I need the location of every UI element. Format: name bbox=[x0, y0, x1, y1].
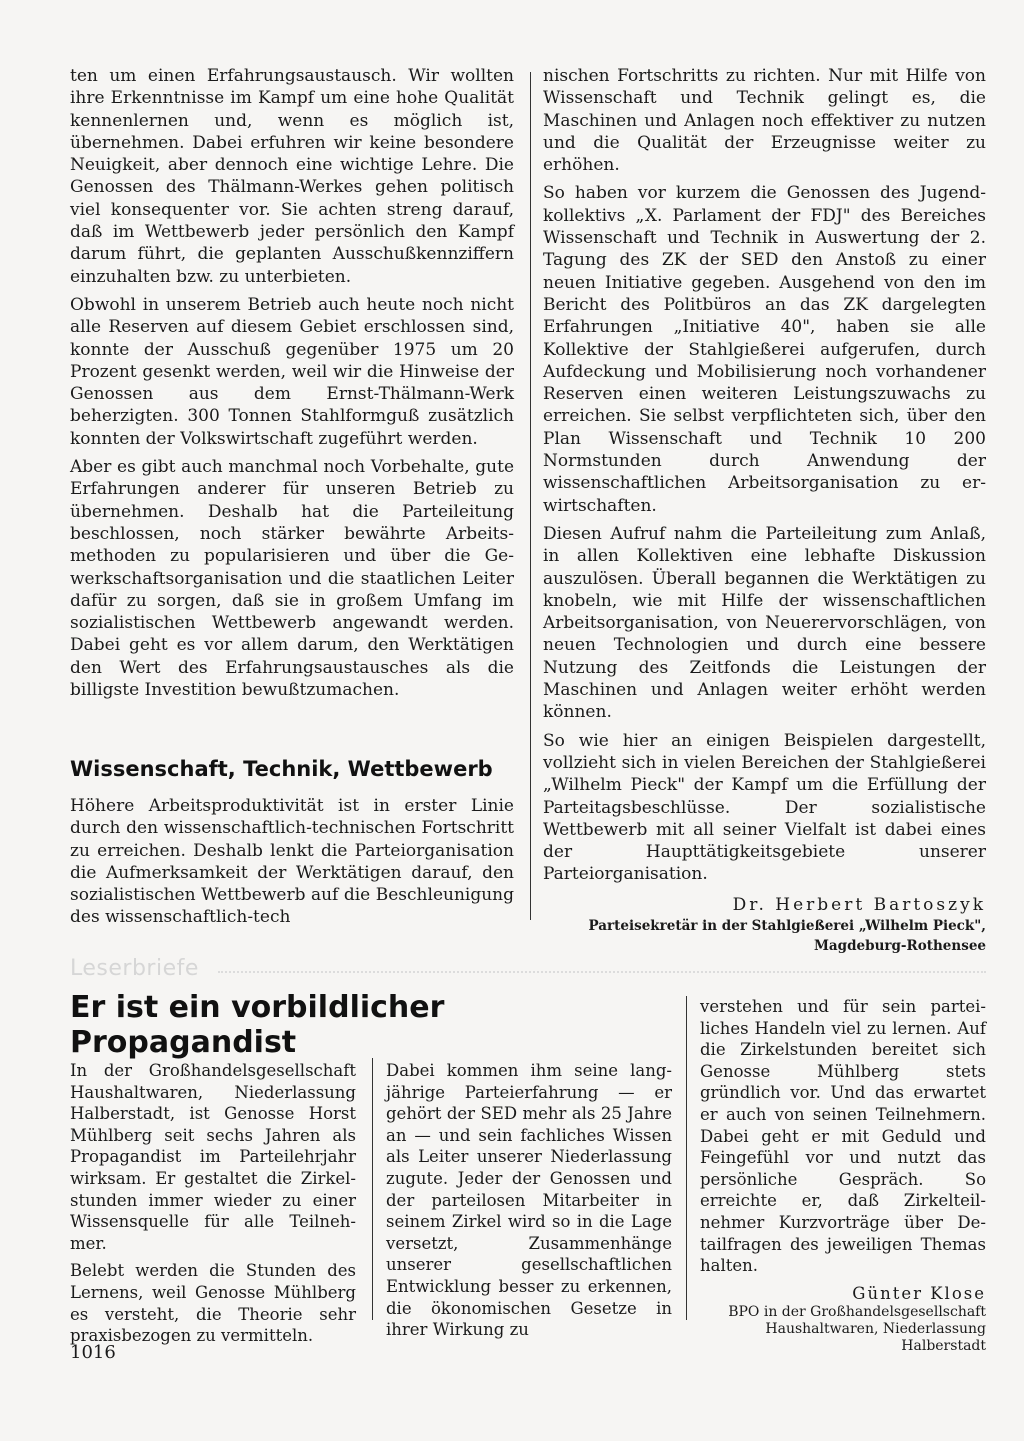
paragraph: So wie hier an einigen Beispielen dargestellt, vollzieht sich in vielen Bereichen der Stahlgießerei „Wilhelm Pieck" der Kampf um die Erfüllung der Parteitagsbeschlüsse. Der sozialistische Wettbewerb mit all seiner Vielfalt ist dabei eines der Haupttätigkeitsgebiete unserer Parteiorganisation. bbox=[543, 730, 986, 885]
letter-column-3 bbox=[700, 996, 986, 1355]
signature-role: Haushaltwaren, Niederlassung bbox=[765, 1321, 986, 1338]
paragraph: So haben vor kurzem die Genossen des Jugendkollektivs „X. Parlament der FDJ" des Bereiches Wissenschaft und Technik in Auswertung der 2. Tagung des ZK der SED den Anstoß zu einer neuen Initiative gegeben. Ausgehend von den im Bericht des Politbüros an das ZK dargelegten Erfahrungen „Initiative 40", haben sie alle Kollektive der Stahlgießerei aufgerufen, durch Aufdeckung und Mobilisierung noch vorhandener Reserven einen weiteren Leistungszuwachs zu erreichen. Sie selbst verpflichteten sich, über den Plan Wissenschaft und Technik 10 200 Normstunden durch Anwendung der wissenschaftlichen Arbeitsorganisation zu erwirtschaften. bbox=[543, 183, 986, 516]
paragraph: Belebt werden die Stunden des Lernens, weil Genosse Mühlberg es versteht, die Theorie sehr praxisbezogen zu vermitteln. bbox=[70, 1261, 356, 1346]
letter-title: Er ist ein vorbildlicher Propagandist bbox=[70, 990, 445, 1060]
page-number: 1016 bbox=[70, 1342, 116, 1363]
column-divider bbox=[530, 72, 531, 920]
left-column-continued bbox=[70, 795, 514, 935]
section-label: Leserbriefe bbox=[70, 956, 199, 981]
right-column bbox=[543, 65, 986, 956]
paragraph: nischen Fortschritts zu richten. Nur mit Hilfe von Wissenschaft und Technik gelingt es, die Maschinen und Anlagen noch effektiver zu nutzen und die Qualität der Erzeugnisse weiter zu erhöhen. bbox=[543, 66, 986, 176]
column-divider bbox=[686, 996, 687, 1320]
paragraph: verstehen und für sein parteiliches Handeln viel zu lernen. Auf die Zirkelstunden bereitet sich Genosse Mühlberg stets gründlich vor. Und das erwartet er auch von seinen Teilnehmern. Dabei geht er mit Geduld und Feingefühl vor und nutzt das persönliche Gespräch. So erreichte er, daß Zirkelteilnehmer Kurzvorträge über Detailfragen des jeweiligen Themas halten. bbox=[700, 997, 986, 1276]
signature-role: BPO in der Großhandelsgesellschaft bbox=[728, 1304, 986, 1321]
paragraph: Dabei kommen ihm seine langjährige Parteierfahrung — er gehört der SED mehr als 25 Jahre an — und sein fachliches Wissen als Leiter unserer Niederlassung zugute. Jeder der Genossen und der parteilosen Mitarbeiter in seinem Zirkel wird so in die Lage versetzt, Zusammenhänge unserer gesellschaftlichen Entwicklung besser zu erkennen, die ökonomischen Gesetze in ihrer Wirkung zu bbox=[386, 1061, 672, 1340]
paragraph: ten um einen Erfahrungsaustausch. Wir wollten ihre Erkenntnisse im Kampf um eine hohe Qualität kennenlernen und, wenn es möglich ist, übernehmen. Dabei erfuhren wir keine besondere Neuigkeit, aber dennoch eine wichtige Lehre. Die Genossen des Thälmann-Werkes gehen politisch viel konsequenter vor. Sie achten streng darauf, daß im Wettbewerb jeder persönlich den Kampf darum führt, die geplanten Ausschußkennziffern einzuhalten bzw. zu unterbieten. bbox=[70, 66, 514, 287]
signature-role: Parteisekretär in der Stahlgießerei „Wilhelm Pieck", bbox=[588, 917, 986, 934]
column-divider bbox=[372, 1058, 373, 1320]
signature-name: Günter Klose bbox=[852, 1283, 986, 1303]
paragraph: Obwohl in unserem Betrieb auch heute noch nicht alle Reserven auf diesem Gebiet erschlossen sind, konnte der Ausschuß gegenüber 1975 um 20 Prozent gesenkt werden, weil wir die Hinweise der Genossen aus dem Ernst-Thälmann-Werk beherzigten. 300 Tonnen Stahlformguß zusätzlich konnten der Volkswirtschaft zugeführt werden. bbox=[70, 294, 514, 449]
section-divider bbox=[218, 971, 986, 973]
signature-location: Halberstadt bbox=[901, 1338, 986, 1355]
signature-location: Magdeburg-Rothensee bbox=[813, 937, 986, 954]
left-column bbox=[70, 65, 514, 707]
paragraph: Höhere Arbeitsproduktivität ist in erster Linie durch den wissenschaftlich-technischen Fortschritt zu erreichen. Deshalb lenkt die Parteiorganisation die Aufmerksamkeit der Werktätigen darauf, den sozialistischen Wettbewerb auf die Beschleunigung des wissenschaftlich-tech bbox=[70, 796, 514, 928]
paragraph: In der Großhandelsgesellschaft Haushaltwaren, Niederlassung Halberstadt, ist Genosse Horst Mühlberg seit sechs Jahren als Propagandist im Parteilehrjahr wirksam. Er gestaltet die Zirkelstunden immer wieder zu einer Wissensquelle für alle Teilnehmer. bbox=[70, 1061, 356, 1253]
letter-column-1 bbox=[70, 1060, 356, 1353]
signature-name: Dr. Herbert Bartoszyk bbox=[732, 894, 986, 915]
letter-column-2 bbox=[386, 1060, 672, 1347]
paragraph: Aber es gibt auch manchmal noch Vorbehalte, gute Erfahrungen anderer für unseren Betrieb zu übernehmen. Deshalb hat die Parteileitung beschlossen, noch stärker bewährte Arbeitsmethoden zu popularisieren und über die Gewerkschaftsorganisation und die staatlichen Leiter dafür zu sorgen, daß sie in großem Umfang im sozialistischen Wettbewerb angewandt werden. Dabei geht es vor allem darum, den Werktätigen den Wert des Erfahrungsaustausches als die billigste Investition bewußtzumachen. bbox=[70, 457, 514, 701]
paragraph: Diesen Aufruf nahm die Parteileitung zum Anlaß, in allen Kollektiven eine lebhafte Diskussion auszulösen. Überall begannen die Werktätigen zu knobeln, wie mit Hilfe der wissenschaftlichen Arbeitsorganisation, von Neuerervorschlägen, von neuen Technologien und durch eine bessere Nutzung des Zeitfonds die Leistungen der Maschinen und Anlagen weiter erhöht werden können. bbox=[543, 523, 986, 723]
subheading: Wissenschaft, Technik, Wettbewerb bbox=[70, 757, 493, 781]
